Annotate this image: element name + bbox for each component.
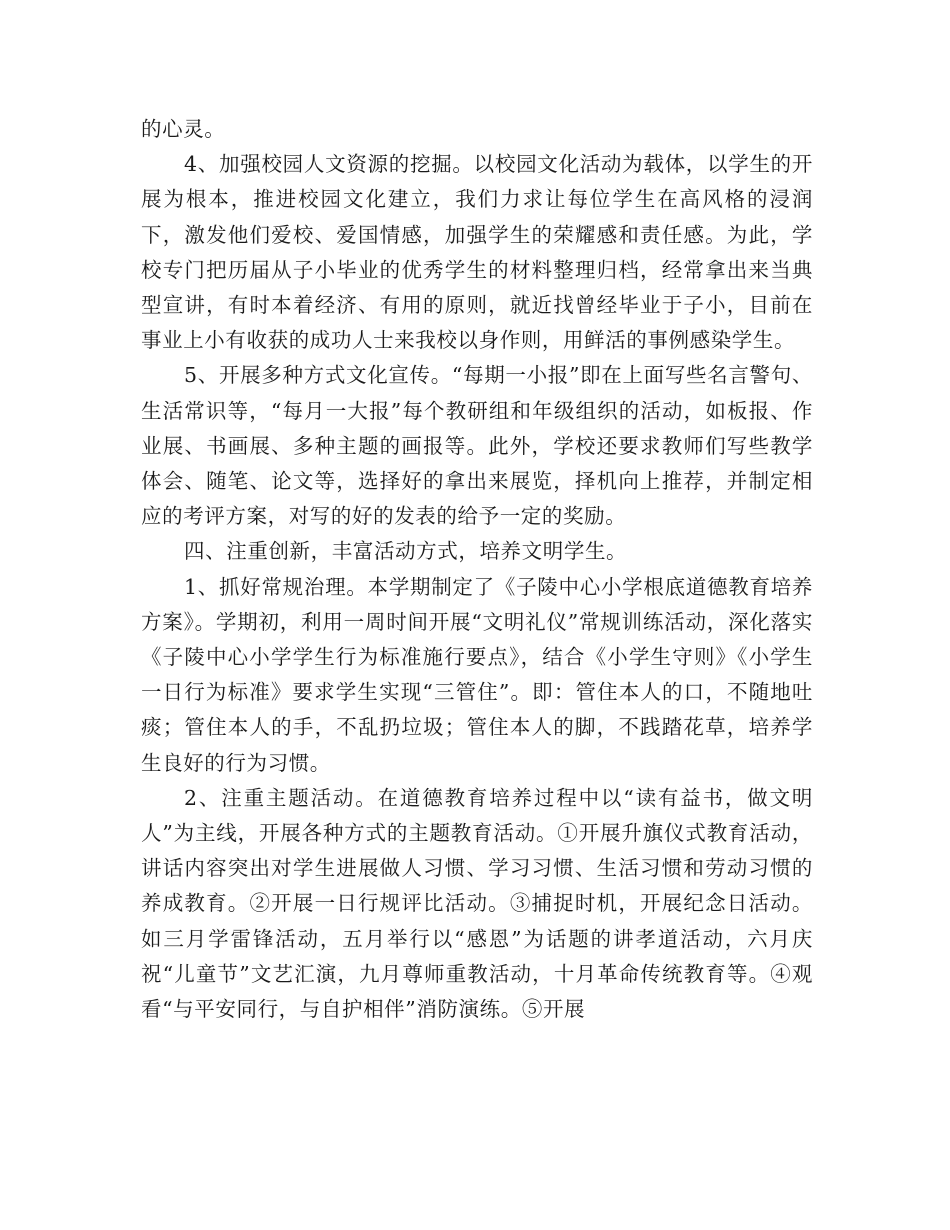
paragraph-item-2: 2、注重主题活动。在道德教育培养过程中以“读有益书，做文明人”为主线，开展各种方式的主题教育活动。①开展升旗仪式教育活动，讲话内容突出对学生进展做人习惯、学习习惯、生活习惯和劳动习惯的养成教育。②开展一日行规评比活动。③捕捉时机，开展纪念日活动。如三月学雷锋活动，五月举行以“感恩”为话题的讲孝道活动，六月庆祝“儿童节”文艺汇演，九月尊师重教活动，十月革命传统教育等。④观看“与平安同行，与自护相伴”消防演练。⑤开展: [141, 785, 813, 1022]
section-heading-4: 四、注重创新，丰富活动方式，培养文明学生。: [184, 539, 628, 564]
paragraph-item-4: 4、加强校园人文资源的挖掘。以校园文化活动为载体，以学生的开展为根本，推进校园文化建立，我们力求让每位学生在高风格的浸润下，激发他们爱校、爱国情感，加强学生的荣耀感和责任感。为此，学校专门把历届从子小毕业的优秀学生的材料整理归档，经常拿出来当典型宣讲，有时本着经济、有用的原则，就近找曾经毕业于子小，目前在事业上小有收获的成功人士来我校以身作则，用鲜活的事例感染学生。: [141, 152, 813, 353]
paragraph-item-5: 5、开展多种方式文化宣传。“每期一小报”即在上面写些名言警句、生活常识等，“每月一大报”每个教研组和年级组织的活动，如板报、作业展、书画展、多种主题的画报等。此外，学校还要求教师们写些教学体会、随笔、论文等，选择好的拿出来展览，择机向上推荐，并制定相应的考评方案，对写的好的发表的给予一定的奖励。: [141, 363, 813, 529]
paragraph-continuation: 的心灵。: [141, 117, 226, 141]
paragraph-item-1: 1、抓好常规治理。本学期制定了《子陵中心小学根底道德教育培养方案》。学期初，利用一周时间开展“文明礼仪”常规训练活动，深化落实《子陵中心小学学生行为标准施行要点》，结合《小学生守则》《小学生一日行为标准》要求学生实现“三管住”。即：管住本人的口，不随地吐痰；管住本人的手，不乱扔垃圾；管住本人的脚，不践踏花草，培养学生良好的行为习惯。: [141, 574, 813, 775]
document-body: [141, 112, 813, 1027]
